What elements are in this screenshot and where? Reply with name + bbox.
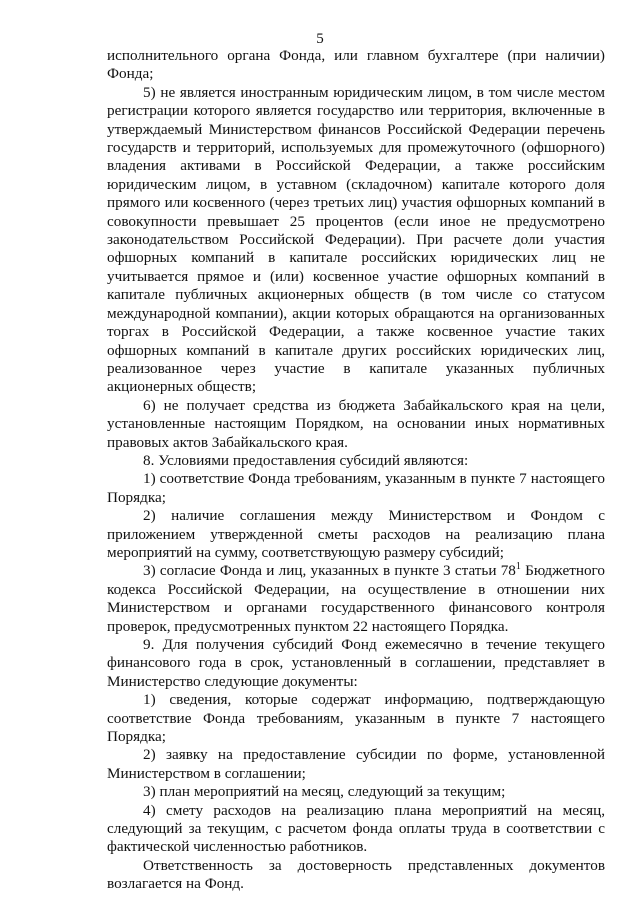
paragraph-condition-1: 1) соответствие Фонда требованиям, указанным в пункте 7 настоящего Порядка; (107, 470, 605, 506)
paragraph-condition-2: 2) наличие соглашения между Министерством и Фондом с приложением утвержденной сметы расходов на реализацию плана мероприятий на сумму, соответствующую размеру субсидий; (107, 507, 605, 561)
condition-3-text-after: Бюджетного кодекса Российской Федерации, на осуществление в отношении них Министерством и органами государственного финансового контроля проверок, предусмотренных пунктом 22 настоящего Порядка. (107, 562, 605, 635)
paragraph-continuation: исполнительного органа Фонда, или главном бухгалтере (при наличии) Фонда; (107, 47, 605, 83)
paragraph-document-1: 1) сведения, которые содержат информацию, подтверждающую соответствие Фонда требованиям, указанным в пункте 7 настоящего Порядка; (107, 691, 605, 746)
paragraph-document-3: 3) план мероприятий на месяц, следующий за текущим; (143, 783, 506, 801)
page-number: 5 (316, 31, 324, 47)
document-body (107, 47, 605, 894)
paragraph-document-2: 2) заявку на предоставление субсидии по форме, установленной Министерством в соглашении; (107, 746, 605, 782)
paragraph-item-6-budget: 6) не получает средства из бюджета Забайкальского края на цели, установленные настоящим Порядком, на основании иных нормативных правовых актов Забайкальского края. (107, 396, 605, 451)
paragraph-section-8-heading: 8. Условиями предоставления субсидий являются: (143, 451, 469, 469)
article-superscript: 1 (515, 561, 521, 573)
paragraph-document-4: 4) смету расходов на реализацию плана мероприятий на месяц, следующий за текущим, с расчетом фонда оплаты труда в соответствии с фактической численностью работников. (107, 801, 605, 856)
paragraph-item-5-offshore: 5) не является иностранным юридическим лицом, в том числе местом регистрации которого является государство или территория, включенные в утверждаемый Министерством финансов Российской Федерации перечень государств и территорий, используемых для промежуточного (офшорного) владения активами в Российской Федерации, а также российским юридическим лицом, в уставном (складочном) капитале которого доля прямого или косвенного (через третьих лиц) участия офшорных компаний в совокупности превышает 25 процентов (если иное не предусмотрено законодательством Российской Федерации). При расчете доли участия офшорных компаний в капитале российских юридических лиц не учитывается прямое и (или) косвенное участие офшорных компаний в капитале публичных акционерных обществ (в том числе со статусом международной компании), акции которых обращаются на организованных торгах в Российской Федерации, а также косвенное участие таких офшорных компаний в капитале других российских юридических лиц, реализованное через участие в капитале указанных публичных акционерных обществ; (107, 83, 605, 396)
paragraph-responsibility: Ответственность за достоверность представленных документов возлагается на Фонд. (107, 856, 605, 893)
paragraph-condition-3 (107, 562, 605, 636)
condition-3-text-before: 3) согласие Фонда и лиц, указанных в пункте 3 статьи 78 (143, 562, 516, 580)
paragraph-section-9: 9. Для получения субсидий Фонд ежемесячно в течение текущего финансового года в срок, установленный в соглашении, представляет в Министерство следующие документы: (107, 636, 605, 690)
